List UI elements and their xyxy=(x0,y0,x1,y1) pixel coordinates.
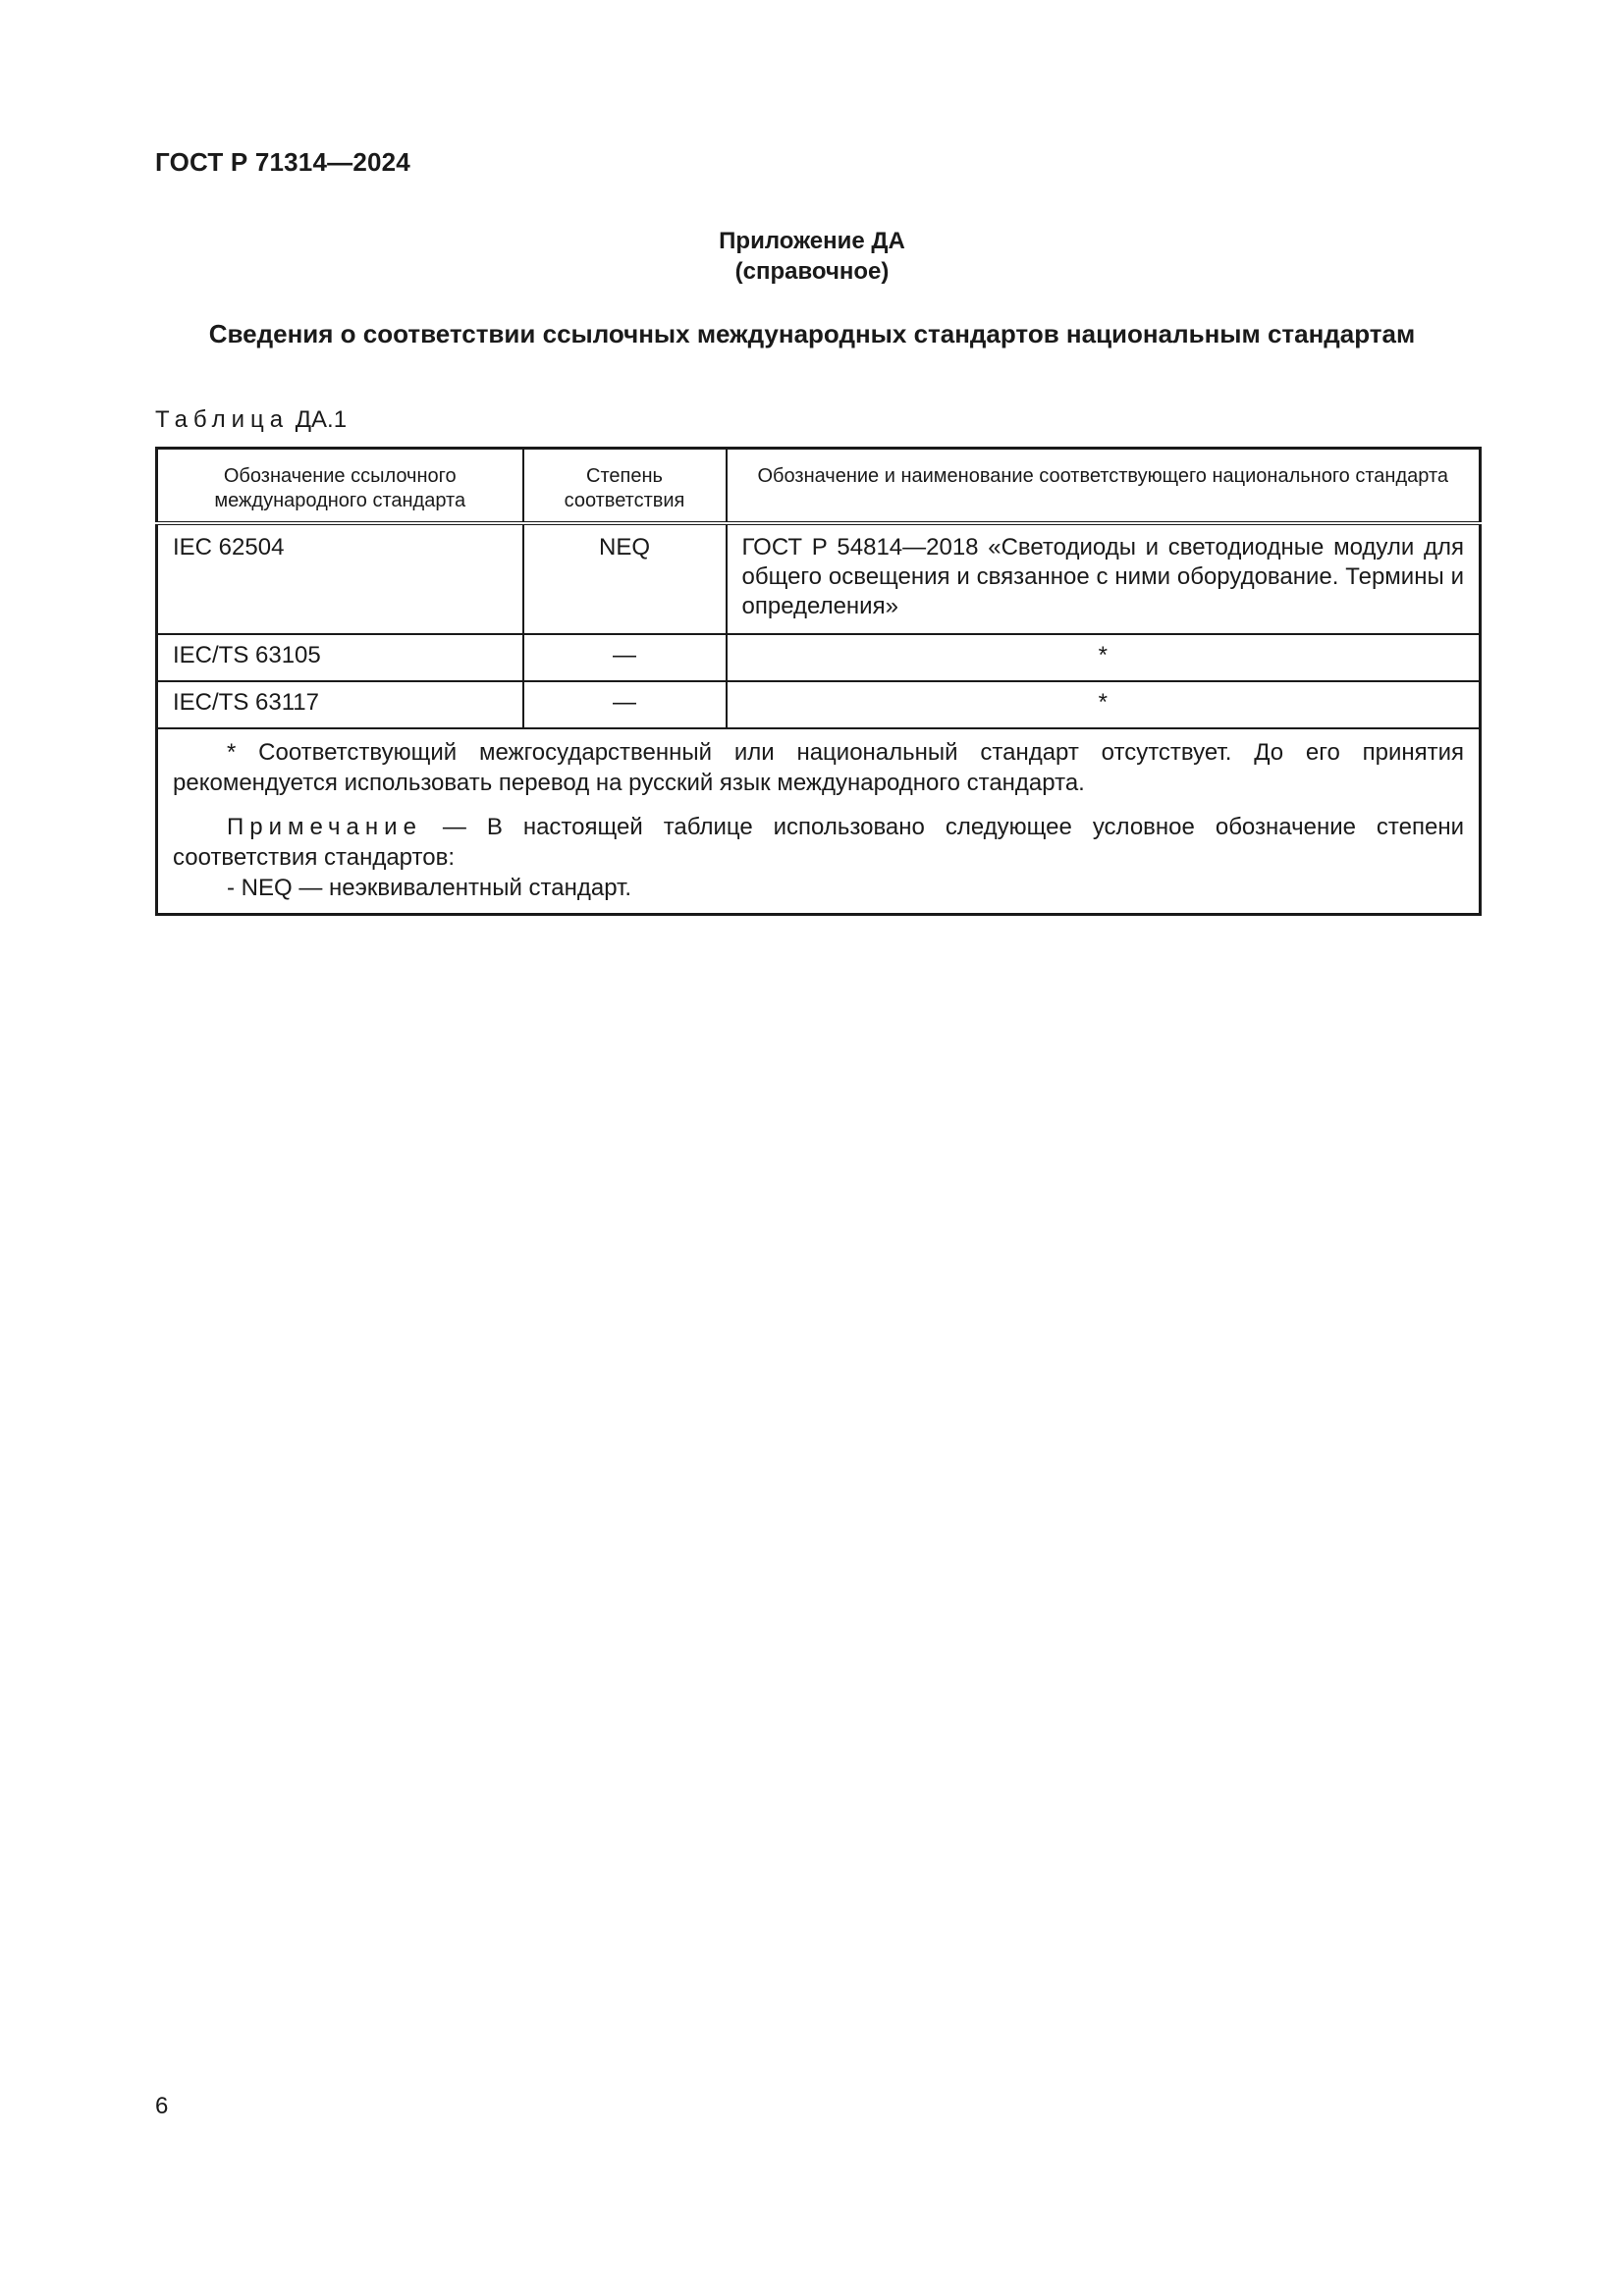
footnote-text: * Соответствующий межгосударственный или национальный стандарт отсутствует. До его принятия рекомендуется использовать перевод на русский язык международного стандарта. xyxy=(173,739,1464,796)
note-paragraph xyxy=(173,812,1464,873)
correspondence-table xyxy=(155,447,1482,916)
note-text: — В настоящей таблице использовано следующее условное обозначение степени соответствия стандартов: xyxy=(173,814,1464,871)
table-row xyxy=(157,523,1481,634)
cell-degree: — xyxy=(523,634,727,681)
cell-national: * xyxy=(727,634,1481,681)
table-caption-label: Таблица xyxy=(155,406,290,433)
cell-degree: NEQ xyxy=(523,523,727,634)
header-designation: Обозначение ссылочного международного стандарта xyxy=(157,449,523,524)
table-row xyxy=(157,634,1481,681)
section-title: Сведения о соответствии ссылочных международных стандартов национальным стандартам xyxy=(208,319,1416,348)
table-header-row xyxy=(157,449,1481,524)
table-footnote-row xyxy=(157,728,1481,915)
cell-designation: IEC/TS 63105 xyxy=(157,634,523,681)
header-degree: Степень соответствия xyxy=(523,449,727,524)
table-caption-number: ДА.1 xyxy=(295,406,348,433)
appendix-subtitle: (справочное) xyxy=(734,258,890,285)
correspondence-table-wrap xyxy=(155,447,1479,916)
table-caption xyxy=(155,406,347,434)
cell-designation: IEC 62504 xyxy=(157,523,523,634)
table-footnote-cell xyxy=(157,728,1481,915)
cell-national: * xyxy=(727,681,1481,728)
note-item: - NEQ — неэквивалентный стандарт. xyxy=(227,875,632,901)
page-number: 6 xyxy=(155,2093,169,2119)
header-national: Обозначение и наименование соответствующего национального стандарта xyxy=(727,449,1481,524)
document-code: ГОСТ Р 71314—2024 xyxy=(155,147,410,177)
cell-designation: IEC/TS 63117 xyxy=(157,681,523,728)
note-label: Примечание xyxy=(227,814,422,840)
cell-national: ГОСТ Р 54814—2018 «Светодиоды и светодиодные модули для общего освещения и связанное с ними оборудование. Термины и определения» xyxy=(727,523,1481,634)
cell-degree: — xyxy=(523,681,727,728)
appendix-title: Приложение ДА xyxy=(719,228,905,254)
table-row xyxy=(157,681,1481,728)
appendix-heading xyxy=(0,226,1624,287)
